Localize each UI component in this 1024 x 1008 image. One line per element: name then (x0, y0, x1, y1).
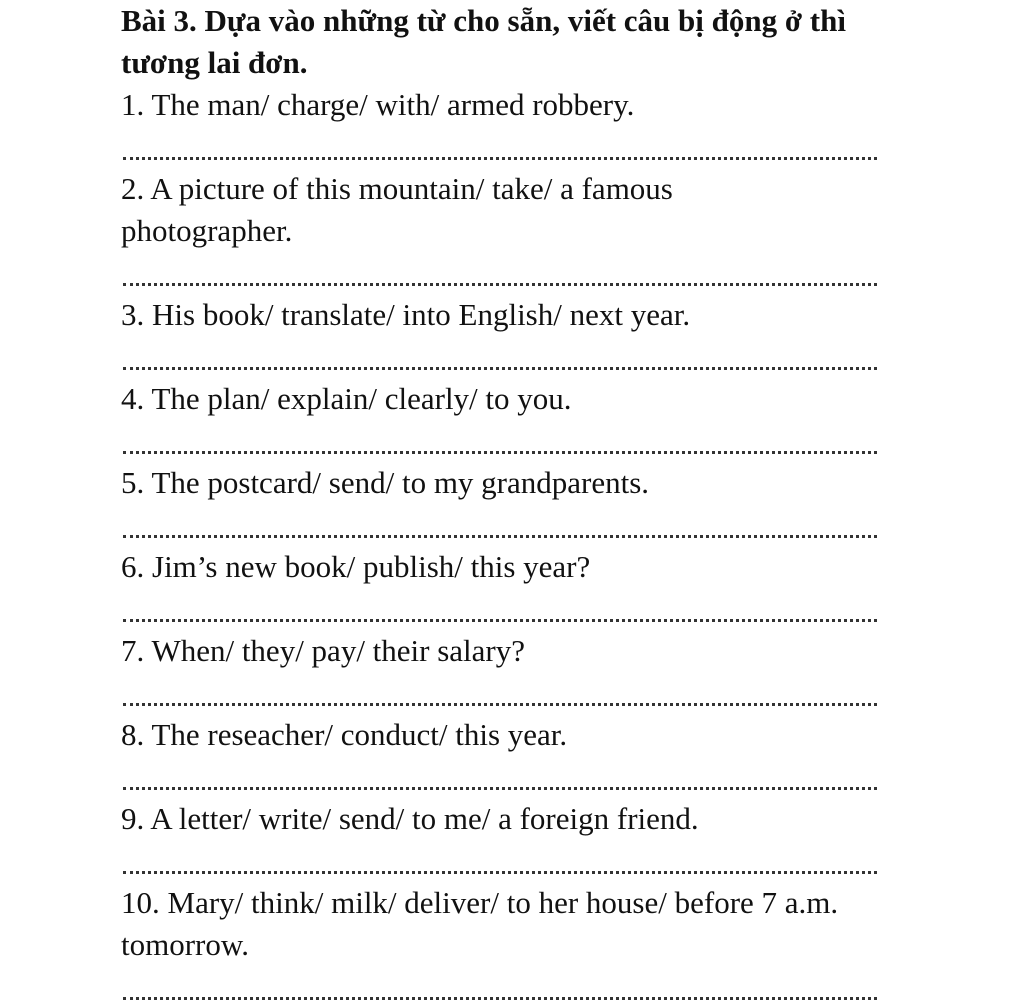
exercise-item (121, 168, 911, 294)
answer-blank[interactable] (121, 588, 877, 630)
question-text: 1. The man/ charge/ with/ armed robbery. (121, 87, 635, 122)
answer-blank[interactable] (121, 504, 877, 546)
question-text: 5. The postcard/ send/ to my grandparents. (121, 465, 650, 500)
exercise-item (121, 798, 911, 882)
exercise-item (121, 714, 911, 798)
exercise-title: Bài 3. Dựa vào những từ cho sẵn, viết câu bị động ở thì tương lai đơn. (121, 3, 846, 80)
answer-blank[interactable] (121, 126, 877, 168)
answer-blank[interactable] (121, 420, 877, 462)
exercise-item (121, 294, 911, 378)
question-text: 8. The reseacher/ conduct/ this year. (121, 717, 568, 752)
exercise-item (121, 378, 911, 462)
answer-blank[interactable] (121, 672, 877, 714)
exercise-item (121, 546, 911, 630)
worksheet (121, 0, 911, 1008)
answer-blank[interactable] (121, 966, 877, 1008)
question-text: 10. Mary/ think/ milk/ deliver/ to her house/ before 7 a.m. tomorrow. (121, 885, 839, 962)
question-text: 4. The plan/ explain/ clearly/ to you. (121, 381, 572, 416)
question-text: 7. When/ they/ pay/ their salary? (121, 633, 526, 668)
answer-blank[interactable] (121, 252, 877, 294)
exercise-item (121, 882, 911, 1008)
answer-blank[interactable] (121, 840, 877, 882)
answer-blank[interactable] (121, 756, 877, 798)
exercise-item (121, 84, 911, 168)
answer-blank[interactable] (121, 336, 877, 378)
question-text: 3. His book/ translate/ into English/ next year. (121, 297, 691, 332)
question-text: 6. Jim’s new book/ publish/ this year? (121, 549, 591, 584)
question-text: 2. A picture of this mountain/ take/ a famous photographer. (121, 171, 673, 248)
exercise-item (121, 462, 911, 546)
question-text: 9. A letter/ write/ send/ to me/ a foreign friend. (121, 801, 699, 836)
exercise-item (121, 630, 911, 714)
